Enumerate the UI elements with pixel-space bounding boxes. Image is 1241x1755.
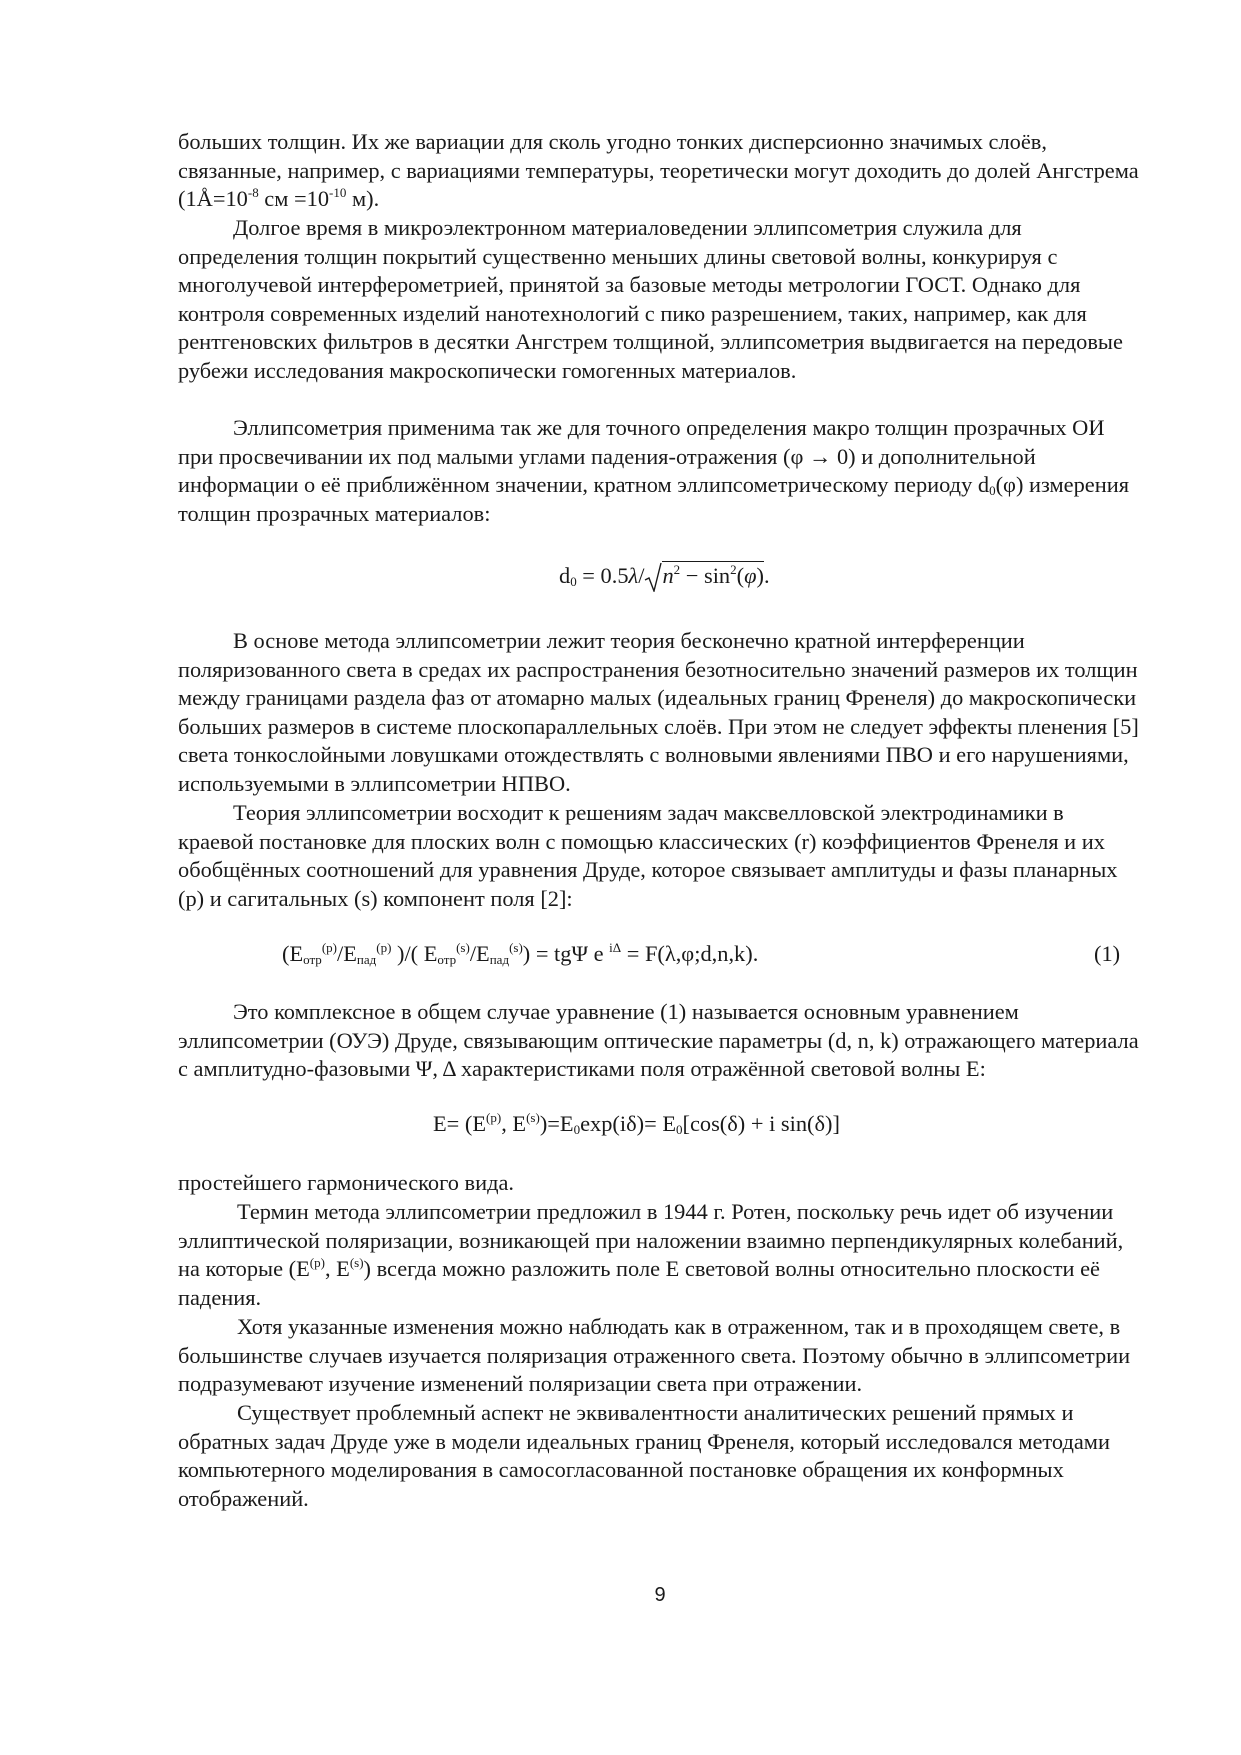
formula-wave xyxy=(433,1110,840,1138)
paragraph-6: Это комплексное в общем случае уравнение (1) называется основным уравнением эллипсометрии (ОУЭ) Друде, связывающим оптические параметры (d, n, k) отражающего материала с амплитудно-фазовыми Ψ, Δ характеристиками поля отражённой световой волны E: xyxy=(178,999,1139,1082)
paragraph-7: простейшего гармонического вида. xyxy=(178,1170,515,1195)
paragraph-1 xyxy=(178,128,1140,214)
paragraph-1-eq1: =10 xyxy=(212,186,248,212)
formula-part: exp(iδ)= E xyxy=(580,1111,676,1136)
paragraph-1-text: больших толщин. Их же вариации для сколь угодно тонких дисперсионно значимых слоёв, связанные, например, с вариациями температуры, теоретически могут доходить до долей Ангстрема (1 xyxy=(178,129,1139,212)
formula-subscript: 0 xyxy=(570,574,577,589)
formula-superscript: (s) xyxy=(509,940,523,955)
exponent: -10 xyxy=(329,185,347,201)
formula-period xyxy=(559,562,770,592)
paragraph-8-mid: , E xyxy=(324,1256,350,1282)
paragraph-3 xyxy=(178,414,1140,528)
superscript: (s) xyxy=(349,1255,364,1271)
formula-subscript: 0 xyxy=(676,1122,683,1137)
formula-part: [cos(δ) + i sin(δ)] xyxy=(682,1111,840,1136)
paragraph-8-text: Термин метода эллипсометрии предложил в 1944 г. Ротен, поскольку речь идет об изучении эллиптической поляризации, возникающей при наложении взаимно перпендикулярных колебаний, на которые (E xyxy=(178,1199,1124,1282)
paragraph-3-text: Эллипсометрия применима так же для точного определения макро толщин прозрачных ОИ при просвечивании их под малыми углами падения-отражения (φ → 0) и дополнительной информации о её приближённом значении, кратном эллипсометрическому периоду d xyxy=(178,415,1105,498)
formula-end: . xyxy=(763,563,770,588)
formula-superscript: (s) xyxy=(456,940,470,955)
paragraph-5: Теория эллипсометрии восходит к решениям задач максвелловской электродинамики в краевой постановке для плоских волн с помощью классических (r) коэффициентов Френеля и их обобщённых соотношений для уравнения Друде, которое связывает амплитуды и фазы планарных (p) и сагитальных (s) компонент поля [2]: xyxy=(178,800,1118,911)
formula-part: , E xyxy=(501,1111,527,1136)
formula-subscript: отр xyxy=(303,952,322,967)
formula-paren: ) xyxy=(756,563,764,588)
paragraph-1-eq2: см =10 xyxy=(258,186,330,212)
formula-exponent: 2 xyxy=(673,562,681,577)
formula-part: (E xyxy=(282,941,304,966)
formula-part: ) = tgΨ e xyxy=(522,941,610,966)
formula-subscript: пад xyxy=(489,952,510,967)
formula-part: )/( E xyxy=(391,941,438,966)
formula-superscript: (p) xyxy=(376,940,392,955)
formula-lhs: d xyxy=(559,563,571,588)
formula-part: = F(λ,φ;d,n,k). xyxy=(621,941,759,966)
phi-symbol: φ xyxy=(744,563,757,588)
formula-exponent: 2 xyxy=(730,562,737,577)
paragraph-10: Существует проблемный аспект не эквивалентности аналитических решений прямых и обратных задач Друде уже в модели идеальных границ Френеля, который исследовался методами компьютерного моделирования в самосогласованной постановке обращения их конформных отображений. xyxy=(178,1400,1110,1511)
formula-subscript: 0 xyxy=(573,1122,581,1137)
formula-slash: / xyxy=(638,563,645,588)
formula-drude xyxy=(282,940,758,968)
formula-superscript: (p) xyxy=(321,940,337,955)
sqrt-radicand xyxy=(662,561,763,588)
formula-part: /E xyxy=(469,941,490,966)
paragraph-8-end: ) всегда можно разложить поле E световой волны относительно плоскости её падения. xyxy=(178,1256,1100,1310)
superscript: (p) xyxy=(309,1255,325,1271)
formula-sin: − sin xyxy=(680,563,731,588)
paragraph-3-end: (φ) измерения толщин прозрачных материалов: xyxy=(178,472,1130,526)
angstrom-symbol: Å xyxy=(196,186,213,212)
paragraph-8 xyxy=(178,1198,1140,1312)
lambda-symbol: λ xyxy=(628,563,639,588)
page-number: 9 xyxy=(654,1584,666,1606)
paragraph-2: Долгое время в микроэлектронном материаловедении эллипсометрия служила для определения толщин покрытий существенно меньших длины световой волны, конкурируя с многолучевой интерферометрией, принятой за базовые методы метрологии ГОСТ. Однако для контроля современных изделий нанотехнологий с пико разрешением, таких, например, как для рентгеновских фильтров в десятки Ангстрем толщиной, эллипсометрия выдвигается на передовые рубежи исследования макроскопически гомогенных материалов. xyxy=(178,215,1123,383)
paragraph-1-end: м). xyxy=(346,186,380,212)
formula-part: /E xyxy=(336,941,357,966)
paragraph-9: Хотя указанные изменения можно наблюдать как в отраженном, так и в проходящем свете, в большинстве случаев изучается поляризация отраженного света. Поэтому обычно в эллипсометрии подразумевают изучение изменений поляризации света при отражении. xyxy=(178,1314,1131,1397)
equation-number: (1) xyxy=(1094,941,1121,966)
formula-subscript: пад xyxy=(356,952,377,967)
formula-part: E= (E xyxy=(433,1111,487,1136)
formula-eq: = 0.5 xyxy=(576,563,629,588)
formula-part: )=E xyxy=(539,1111,574,1136)
formula-subscript: отр xyxy=(437,952,457,967)
formula-paren: ( xyxy=(736,563,745,588)
paragraph-4: В основе метода эллипсометрии лежит теория бесконечно кратной интерференции поляризованного света в средах их распространения безотносительно значений размеров их толщин между границами раздела фаз от атомарно малых (идеальных границ Френеля) до макроскопически больших размеров в системе плоскопараллельных слоёв. При этом не следует эффекты пленения [5] света тонкослойными ловушками отождествлять с волновыми явлениями ПВО и его нарушениями, используемыми в эллипсометрии НПВО. xyxy=(178,628,1139,796)
sqrt-sign-icon xyxy=(644,562,662,592)
formula-superscript: (s) xyxy=(526,1110,540,1125)
formula-n: n xyxy=(662,563,674,588)
formula-superscript: (p) xyxy=(486,1110,502,1125)
exponent: -8 xyxy=(247,185,259,201)
subscript: 0 xyxy=(989,483,996,499)
formula-superscript: iΔ xyxy=(609,940,622,955)
